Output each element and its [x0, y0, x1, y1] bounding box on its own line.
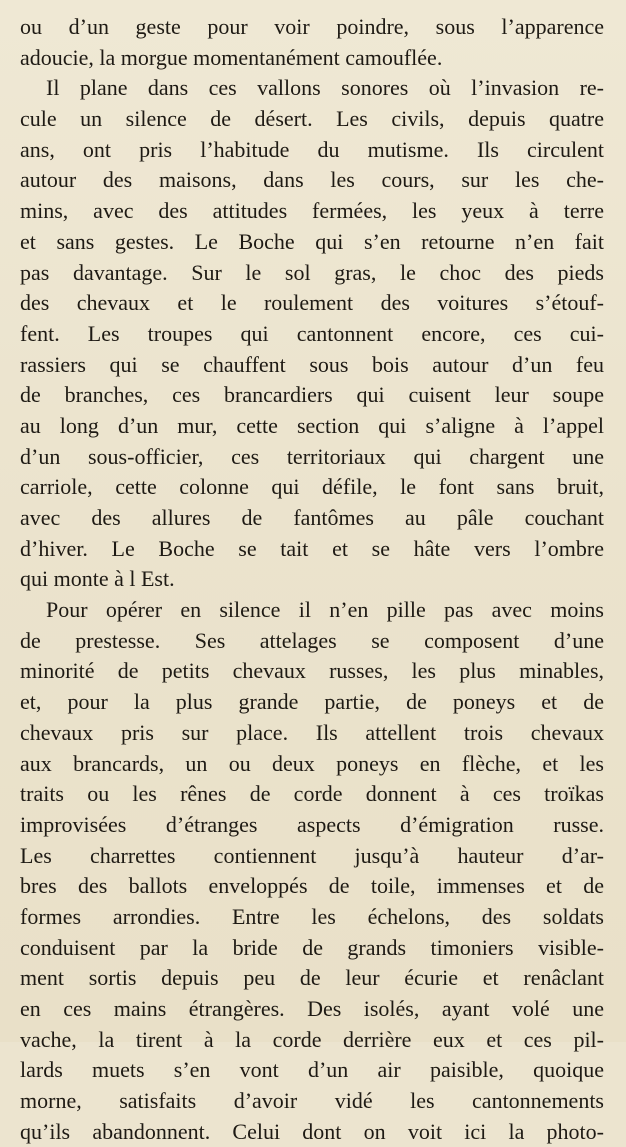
text-line: d’un sous-officier, ces territoriaux qui chargent une [20, 443, 604, 469]
text-line: vache, la tirent à la corde derrière eux et ces pil- [20, 1026, 604, 1052]
paragraph [20, 12, 604, 73]
text-line: d’hiver. Le Boche se tait et se hâte vers l’ombre [20, 535, 604, 561]
text-line: mins, avec des attitudes fermées, les yeux à terre [20, 198, 604, 224]
text-line: Il plane dans ces vallons sonores où l’invasion re- [46, 75, 604, 101]
text-line: bres des ballots enveloppés de toile, immenses et de [20, 873, 604, 899]
text-line: adoucie, la morgue momentanément camouflée. [20, 44, 443, 70]
paragraph [20, 73, 604, 595]
text-line: de branches, ces brancardiers qui cuisent leur soupe [20, 382, 604, 408]
text-line: carriole, cette colonne qui défile, le font sans bruit, [20, 474, 604, 500]
text-line: autour des maisons, dans les cours, sur les che- [20, 167, 604, 193]
text-line: conduisent par la bride de grands timoniers visible- [20, 934, 604, 960]
text-line: Pour opérer en silence il n’en pille pas avec moins [46, 597, 604, 623]
text-line: qu’ils abandonnent. Celui dont on voit ici la photo- [20, 1118, 604, 1144]
text-line: morne, satisfaits d’avoir vidé les cantonnements [20, 1088, 604, 1114]
text-line: cule un silence de désert. Les civils, depuis quatre [20, 106, 604, 132]
text-line: en ces mains étrangères. Des isolés, ayant volé une [20, 996, 604, 1021]
paragraph [20, 595, 604, 1147]
text-line: des chevaux et le roulement des voitures s’étouf- [20, 290, 604, 316]
text-line: pas davantage. Sur le sol gras, le choc des pieds [20, 259, 604, 285]
text-line: lards muets s’en vont d’un air paisible, quoique [20, 1057, 604, 1083]
body-text [20, 12, 604, 1147]
text-line: Les charrettes contiennent jusqu’à hauteur d’ar- [20, 842, 604, 868]
text-line: rassiers qui se chauffent sous bois autour d’un feu [20, 351, 604, 377]
text-line: de prestesse. Ses attelages se composent d’une [20, 627, 604, 653]
text-line: au long d’un mur, cette section qui s’aligne à l’appel [20, 412, 604, 438]
text-line: chevaux pris sur place. Ils attellent trois chevaux [20, 719, 604, 745]
text-line: improvisées d’étranges aspects d’émigration russe. [20, 811, 604, 837]
text-line: minorité de petits chevaux russes, les plus minables, [20, 658, 604, 684]
text-line: qui monte à l Est. [20, 566, 175, 592]
text-line: formes arrondies. Entre les échelons, des soldats [20, 903, 604, 929]
text-line: fent. Les troupes qui cantonnent encore, ces cui- [20, 320, 604, 346]
text-line: et sans gestes. Le Boche qui s’en retourne n’en fait [20, 228, 604, 254]
text-line: et, pour la plus grande partie, de poneys et de [20, 689, 604, 715]
text-line: avec des allures de fantômes au pâle couchant [20, 505, 604, 530]
text-line: ans, ont pris l’habitude du mutisme. Ils circulent [20, 136, 604, 162]
text-line: aux brancards, un ou deux poneys en flèche, et les [20, 750, 604, 776]
text-line: ou d’un geste pour voir poindre, sous l’apparence [20, 14, 604, 39]
text-line: traits ou les rênes de corde donnent à ces troïkas [20, 781, 604, 807]
text-line: ment sortis depuis peu de leur écurie et renâclant [20, 965, 604, 991]
